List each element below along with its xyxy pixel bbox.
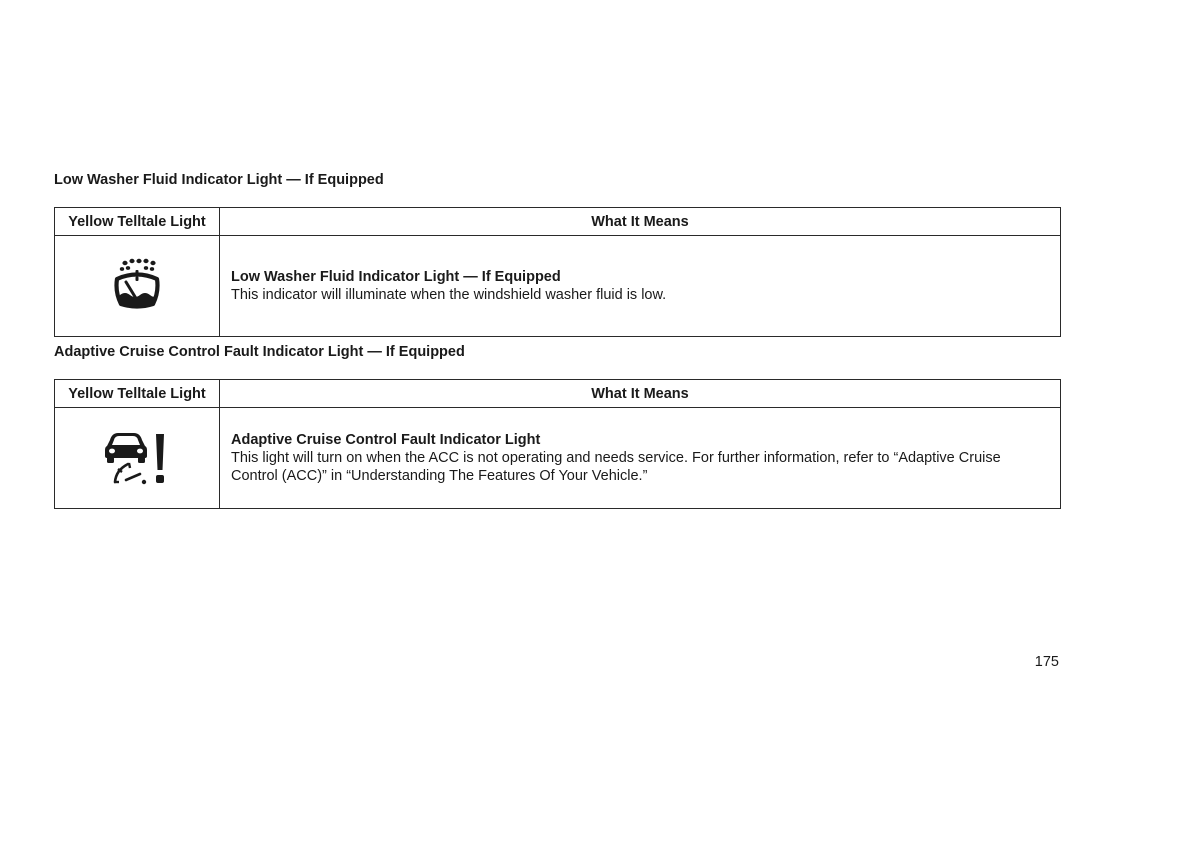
washer-fluid-icon: [112, 257, 162, 315]
telltale-table-washer-fluid: [54, 207, 1061, 337]
table-row: [55, 408, 1061, 509]
description-title: Adaptive Cruise Control Fault Indicator Light: [231, 432, 541, 448]
description-cell: [220, 236, 1061, 337]
column-header-what-it-means: What It Means: [220, 380, 1061, 408]
column-header-telltale-light: Yellow Telltale Light: [55, 208, 220, 236]
icon-cell: [55, 236, 220, 337]
description-body: This indicator will illuminate when the windshield washer fluid is low.: [231, 287, 667, 303]
column-header-what-it-means: What It Means: [220, 208, 1061, 236]
table-row: [55, 236, 1061, 337]
icon-cell: [55, 408, 220, 509]
table-header-row: [55, 380, 1061, 408]
description-body: This light will turn on when the ACC is not operating and needs service. For further information, refer to “Adaptive Cruise Control (ACC)” in “Understanding The Features Of Your Vehicle.”: [231, 450, 1001, 484]
page-number: 175: [1034, 654, 1059, 670]
section-heading-washer-fluid: Low Washer Fluid Indicator Light — If Equipped: [54, 172, 384, 188]
column-header-telltale-light: Yellow Telltale Light: [55, 380, 220, 408]
table-header-row: [55, 208, 1061, 236]
acc-fault-icon: [104, 430, 170, 486]
description-title: Low Washer Fluid Indicator Light — If Equipped: [231, 269, 561, 285]
section-heading-acc-fault: Adaptive Cruise Control Fault Indicator Light — If Equipped: [54, 344, 465, 360]
description-cell: [220, 408, 1061, 509]
telltale-table-acc-fault: [54, 379, 1061, 509]
